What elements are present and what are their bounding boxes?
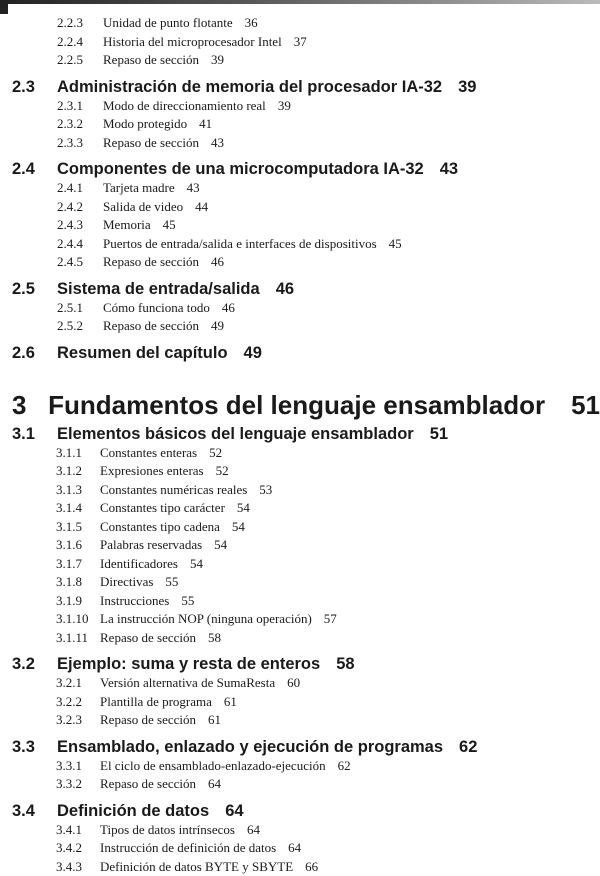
entry-number: 3	[12, 390, 48, 421]
entry-page-number: 45	[389, 235, 402, 254]
entry-title: Definición de datos BYTE y SBYTE	[100, 858, 293, 876]
entry-title: Expresiones enteras	[100, 462, 204, 481]
entry-title: Repaso de sección	[103, 253, 199, 272]
toc-subsection	[0, 674, 600, 693]
entry-number: 3.1.8	[56, 573, 100, 592]
toc-section	[0, 344, 600, 363]
entry-title: Tarjeta madre	[103, 179, 175, 198]
entry-title: Unidad de punto flotante	[103, 14, 233, 33]
entry-number: 2.4.4	[57, 235, 103, 254]
entry-page-number: 64	[225, 802, 243, 821]
entry-page-number: 60	[287, 674, 300, 693]
entry-title: Ejemplo: suma y resta de enteros	[57, 655, 320, 674]
table-of-contents	[0, 14, 600, 876]
entry-number: 2.3.1	[57, 97, 103, 116]
toc-subsection	[0, 518, 600, 537]
entry-number: 3.1.7	[56, 555, 100, 574]
entry-page-number: 49	[244, 344, 262, 363]
entry-page-number: 46	[211, 253, 224, 272]
entry-title: Identificadores	[100, 555, 178, 574]
entry-number: 2.2.4	[57, 33, 103, 52]
entry-page-number: 36	[245, 14, 258, 33]
entry-page-number: 52	[209, 444, 222, 463]
scan-top-edge	[0, 0, 600, 4]
toc-subsection	[0, 299, 600, 318]
entry-title: Memoria	[103, 216, 151, 235]
entry-page-number: 66	[305, 858, 318, 876]
entry-page-number: 55	[181, 592, 194, 611]
entry-page-number: 54	[232, 518, 245, 537]
toc-subsection	[0, 462, 600, 481]
entry-number: 3.4.3	[56, 858, 100, 876]
entry-page-number: 62	[338, 757, 351, 776]
toc-subsection	[0, 711, 600, 730]
entry-number: 2.5.2	[57, 317, 103, 336]
entry-title: Modo protegido	[103, 115, 187, 134]
toc-subsection	[0, 134, 600, 153]
entry-number: 3.4.1	[56, 821, 100, 840]
entry-title: Instrucciones	[100, 592, 169, 611]
toc-subsection	[0, 592, 600, 611]
entry-title: Sistema de entrada/salida	[57, 280, 260, 299]
entry-number: 2.3.3	[57, 134, 103, 153]
toc-subsection	[0, 216, 600, 235]
toc-subsection	[0, 115, 600, 134]
entry-number: 3.4.2	[56, 839, 100, 858]
entry-title: Componentes de una microcomputadora IA-32	[57, 160, 424, 179]
entry-title: Historia del microprocesador Intel	[103, 33, 282, 52]
entry-number: 3.3.1	[56, 757, 100, 776]
toc-subsection	[0, 610, 600, 629]
entry-page-number: 54	[190, 555, 203, 574]
entry-title: Administración de memoria del procesador IA-32	[57, 78, 442, 97]
entry-number: 2.4.5	[57, 253, 103, 272]
toc-subsection	[0, 33, 600, 52]
entry-title: Elementos básicos del lenguaje ensamblador	[57, 425, 414, 444]
entry-title: Repaso de sección	[100, 629, 196, 648]
toc-subsection	[0, 317, 600, 336]
entry-page-number: 53	[259, 481, 272, 500]
toc-subsection	[0, 555, 600, 574]
entry-title: Repaso de sección	[103, 317, 199, 336]
entry-number: 2.6	[12, 344, 57, 363]
entry-page-number: 52	[216, 462, 229, 481]
entry-page-number: 57	[324, 610, 337, 629]
entry-title: Repaso de sección	[100, 711, 196, 730]
entry-page-number: 39	[458, 78, 476, 97]
entry-number: 3.1.4	[56, 499, 100, 518]
toc-subsection	[0, 629, 600, 648]
entry-number: 2.3	[12, 78, 57, 97]
entry-page-number: 61	[208, 711, 221, 730]
entry-page-number: 51	[430, 425, 448, 444]
toc-subsection	[0, 179, 600, 198]
entry-number: 3.3.2	[56, 775, 100, 794]
toc-subsection	[0, 253, 600, 272]
entry-page-number: 49	[211, 317, 224, 336]
entry-title: Constantes tipo carácter	[100, 499, 225, 518]
entry-number: 2.2.3	[57, 14, 103, 33]
entry-title: Constantes tipo cadena	[100, 518, 220, 537]
entry-title: Versión alternativa de SumaResta	[100, 674, 275, 693]
entry-page-number: 64	[288, 839, 301, 858]
toc-section	[0, 425, 600, 444]
entry-number: 3.1.5	[56, 518, 100, 537]
entry-title: Resumen del capítulo	[57, 344, 228, 363]
toc-subsection	[0, 858, 600, 876]
entry-page-number: 51	[571, 390, 600, 421]
entry-page-number: 54	[214, 536, 227, 555]
toc-subsection	[0, 97, 600, 116]
toc-section	[0, 738, 600, 757]
entry-number: 2.2.5	[57, 51, 103, 70]
toc-subsection	[0, 757, 600, 776]
entry-page-number: 46	[222, 299, 235, 318]
entry-page-number: 58	[336, 655, 354, 674]
entry-number: 2.5	[12, 280, 57, 299]
entry-title: Palabras reservadas	[100, 536, 202, 555]
toc-section	[0, 78, 600, 97]
entry-number: 3.2	[12, 655, 57, 674]
entry-number: 3.2.1	[56, 674, 100, 693]
entry-number: 3.1.11	[56, 629, 100, 648]
toc-subsection	[0, 444, 600, 463]
toc-chapter	[0, 390, 600, 421]
toc-subsection	[0, 51, 600, 70]
entry-page-number: 64	[208, 775, 221, 794]
toc-subsection	[0, 235, 600, 254]
entry-title: Constantes numéricas reales	[100, 481, 247, 500]
entry-number: 3.1.3	[56, 481, 100, 500]
entry-number: 3.3	[12, 738, 57, 757]
entry-number: 3.1	[12, 425, 57, 444]
entry-title: Repaso de sección	[103, 134, 199, 153]
entry-number: 3.1.2	[56, 462, 100, 481]
entry-title: Tipos de datos intrínsecos	[100, 821, 235, 840]
entry-title: La instrucción NOP (ninguna operación)	[100, 610, 312, 629]
entry-page-number: 45	[163, 216, 176, 235]
entry-title: Constantes enteras	[100, 444, 197, 463]
toc-subsection	[0, 693, 600, 712]
toc-subsection	[0, 499, 600, 518]
entry-number: 3.2.3	[56, 711, 100, 730]
entry-title: Cómo funciona todo	[103, 299, 210, 318]
entry-title: Repaso de sección	[100, 775, 196, 794]
toc-subsection	[0, 198, 600, 217]
entry-page-number: 62	[459, 738, 477, 757]
entry-number: 2.4.1	[57, 179, 103, 198]
entry-number: 3.4	[12, 802, 57, 821]
entry-number: 2.4.2	[57, 198, 103, 217]
entry-page-number: 44	[195, 198, 208, 217]
entry-title: Modo de direccionamiento real	[103, 97, 266, 116]
entry-page-number: 54	[237, 499, 250, 518]
entry-title: Salida de video	[103, 198, 183, 217]
entry-number: 3.2.2	[56, 693, 100, 712]
entry-title: Instrucción de definición de datos	[100, 839, 276, 858]
entry-number: 3.1.6	[56, 536, 100, 555]
toc-subsection	[0, 14, 600, 33]
entry-number: 2.5.1	[57, 299, 103, 318]
entry-page-number: 41	[199, 115, 212, 134]
toc-section	[0, 655, 600, 674]
toc-subsection	[0, 536, 600, 555]
toc-section	[0, 280, 600, 299]
entry-page-number: 64	[247, 821, 260, 840]
entry-number: 3.1.1	[56, 444, 100, 463]
toc-section	[0, 802, 600, 821]
entry-page-number: 43	[187, 179, 200, 198]
toc-subsection	[0, 775, 600, 794]
toc-subsection	[0, 839, 600, 858]
entry-page-number: 61	[224, 693, 237, 712]
entry-title: Fundamentos del lenguaje ensamblador	[48, 390, 545, 421]
entry-page-number: 46	[276, 280, 294, 299]
entry-title: Repaso de sección	[103, 51, 199, 70]
entry-number: 3.1.10	[56, 610, 100, 629]
entry-page-number: 55	[165, 573, 178, 592]
entry-title: Definición de datos	[57, 802, 209, 821]
entry-page-number: 58	[208, 629, 221, 648]
entry-title: Plantilla de programa	[100, 693, 212, 712]
entry-page-number: 37	[294, 33, 307, 52]
entry-page-number: 39	[278, 97, 291, 116]
toc-subsection	[0, 481, 600, 500]
entry-page-number: 43	[440, 160, 458, 179]
entry-number: 2.4	[12, 160, 57, 179]
entry-number: 2.3.2	[57, 115, 103, 134]
entry-title: El ciclo de ensamblado-enlazado-ejecución	[100, 757, 326, 776]
toc-section	[0, 160, 600, 179]
entry-title: Puertos de entrada/salida e interfaces de dispositivos	[103, 235, 377, 254]
toc-subsection	[0, 821, 600, 840]
entry-title: Ensamblado, enlazado y ejecución de programas	[57, 738, 443, 757]
toc-subsection	[0, 573, 600, 592]
entry-number: 2.4.3	[57, 216, 103, 235]
entry-title: Directivas	[100, 573, 153, 592]
entry-page-number: 39	[211, 51, 224, 70]
entry-number: 3.1.9	[56, 592, 100, 611]
entry-page-number: 43	[211, 134, 224, 153]
